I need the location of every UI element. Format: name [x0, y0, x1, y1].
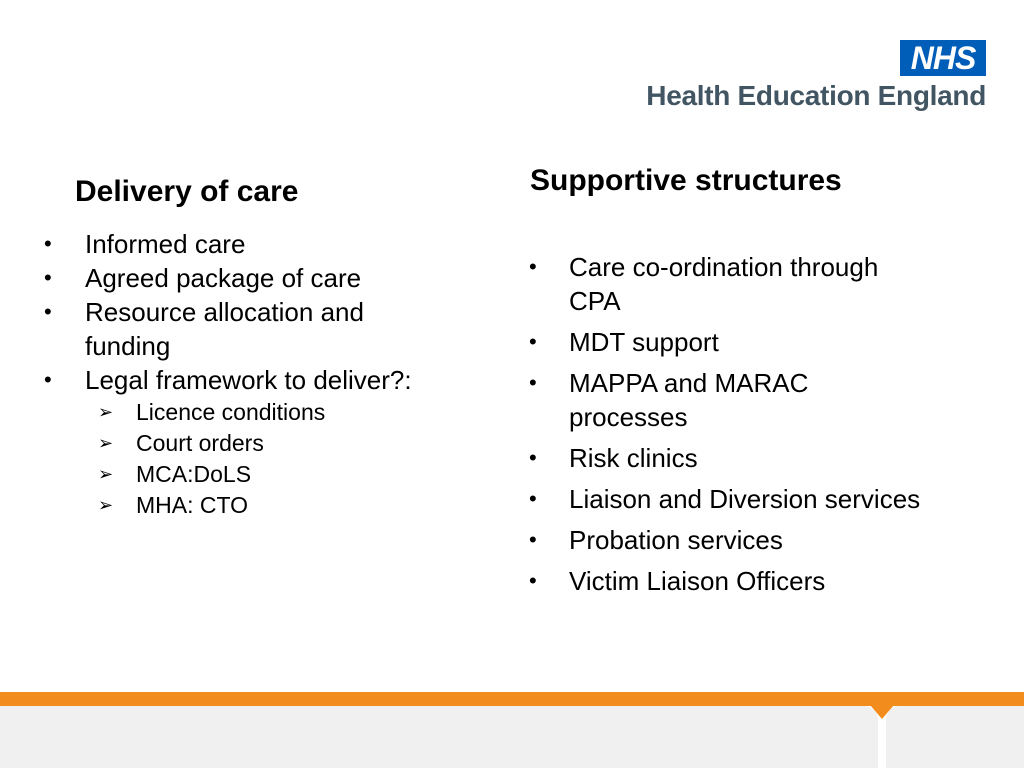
- bullet-icon: •: [44, 299, 52, 324]
- list-item: [40, 261, 460, 295]
- list-item: [525, 250, 929, 318]
- list-item-text: Care co-ordination through CPA: [569, 252, 879, 316]
- list-item-text: Agreed package of care: [85, 263, 362, 293]
- bullet-icon: •: [44, 231, 52, 256]
- bullet-icon: •: [529, 370, 537, 395]
- sublist-item-text: Licence conditions: [136, 399, 326, 425]
- delivery-of-care-heading: Delivery of care: [75, 175, 299, 208]
- organisation-name: Health Education England: [646, 80, 986, 111]
- list-item: [525, 564, 985, 598]
- delivery-of-care-list: [40, 227, 460, 397]
- bullet-icon: •: [529, 527, 537, 552]
- footer-notch: [870, 705, 894, 719]
- footer-panel-right: [886, 706, 1024, 768]
- supportive-structures-list: [525, 250, 985, 598]
- sublist-item-text: Court orders: [136, 430, 264, 456]
- list-item-text: Probation services: [569, 525, 783, 555]
- bullet-icon: •: [529, 445, 537, 470]
- list-item: [525, 523, 985, 557]
- list-item: [525, 482, 985, 516]
- bullet-icon: •: [529, 329, 537, 354]
- bullet-icon: •: [44, 367, 52, 392]
- list-item-text: MAPPA and MARAC processes: [569, 368, 809, 432]
- list-item: [525, 366, 869, 434]
- list-item: [40, 295, 405, 363]
- footer-accent-bar: [0, 692, 1024, 706]
- list-item: [525, 325, 985, 359]
- list-item: [525, 441, 985, 475]
- list-item-text: Victim Liaison Officers: [569, 566, 826, 596]
- sublist-item: [98, 428, 460, 459]
- delivery-of-care-column: [40, 227, 460, 521]
- nhs-logo-box: NHS: [900, 40, 986, 76]
- list-item: [40, 227, 460, 261]
- supportive-structures-column: [525, 250, 985, 605]
- list-item-text: Resource allocation and funding: [85, 297, 364, 361]
- arrow-bullet-icon: ➢: [98, 402, 114, 422]
- list-item-text: Liaison and Diversion services: [569, 484, 921, 514]
- sublist-item-text: MHA: CTO: [136, 492, 249, 518]
- arrow-bullet-icon: ➢: [98, 464, 114, 484]
- sublist-item: [98, 490, 460, 521]
- list-item-text: Legal framework to deliver?:: [85, 365, 412, 395]
- sublist-item: [98, 459, 460, 490]
- list-item: [40, 363, 460, 397]
- legal-framework-sublist: [98, 397, 460, 521]
- bullet-icon: •: [44, 265, 52, 290]
- supportive-structures-heading: Supportive structures: [530, 164, 842, 197]
- list-item-text: Informed care: [85, 229, 246, 259]
- bullet-icon: •: [529, 568, 537, 593]
- bullet-icon: •: [529, 486, 537, 511]
- list-item-text: Risk clinics: [569, 443, 698, 473]
- arrow-bullet-icon: ➢: [98, 495, 114, 515]
- arrow-bullet-icon: ➢: [98, 433, 114, 453]
- sublist-item-text: MCA:DoLS: [136, 461, 252, 487]
- hee-logo: [636, 40, 986, 112]
- list-item-text: MDT support: [569, 327, 719, 357]
- footer-panel-left: [0, 706, 878, 768]
- sublist-item: [98, 397, 460, 428]
- bullet-icon: •: [529, 254, 537, 279]
